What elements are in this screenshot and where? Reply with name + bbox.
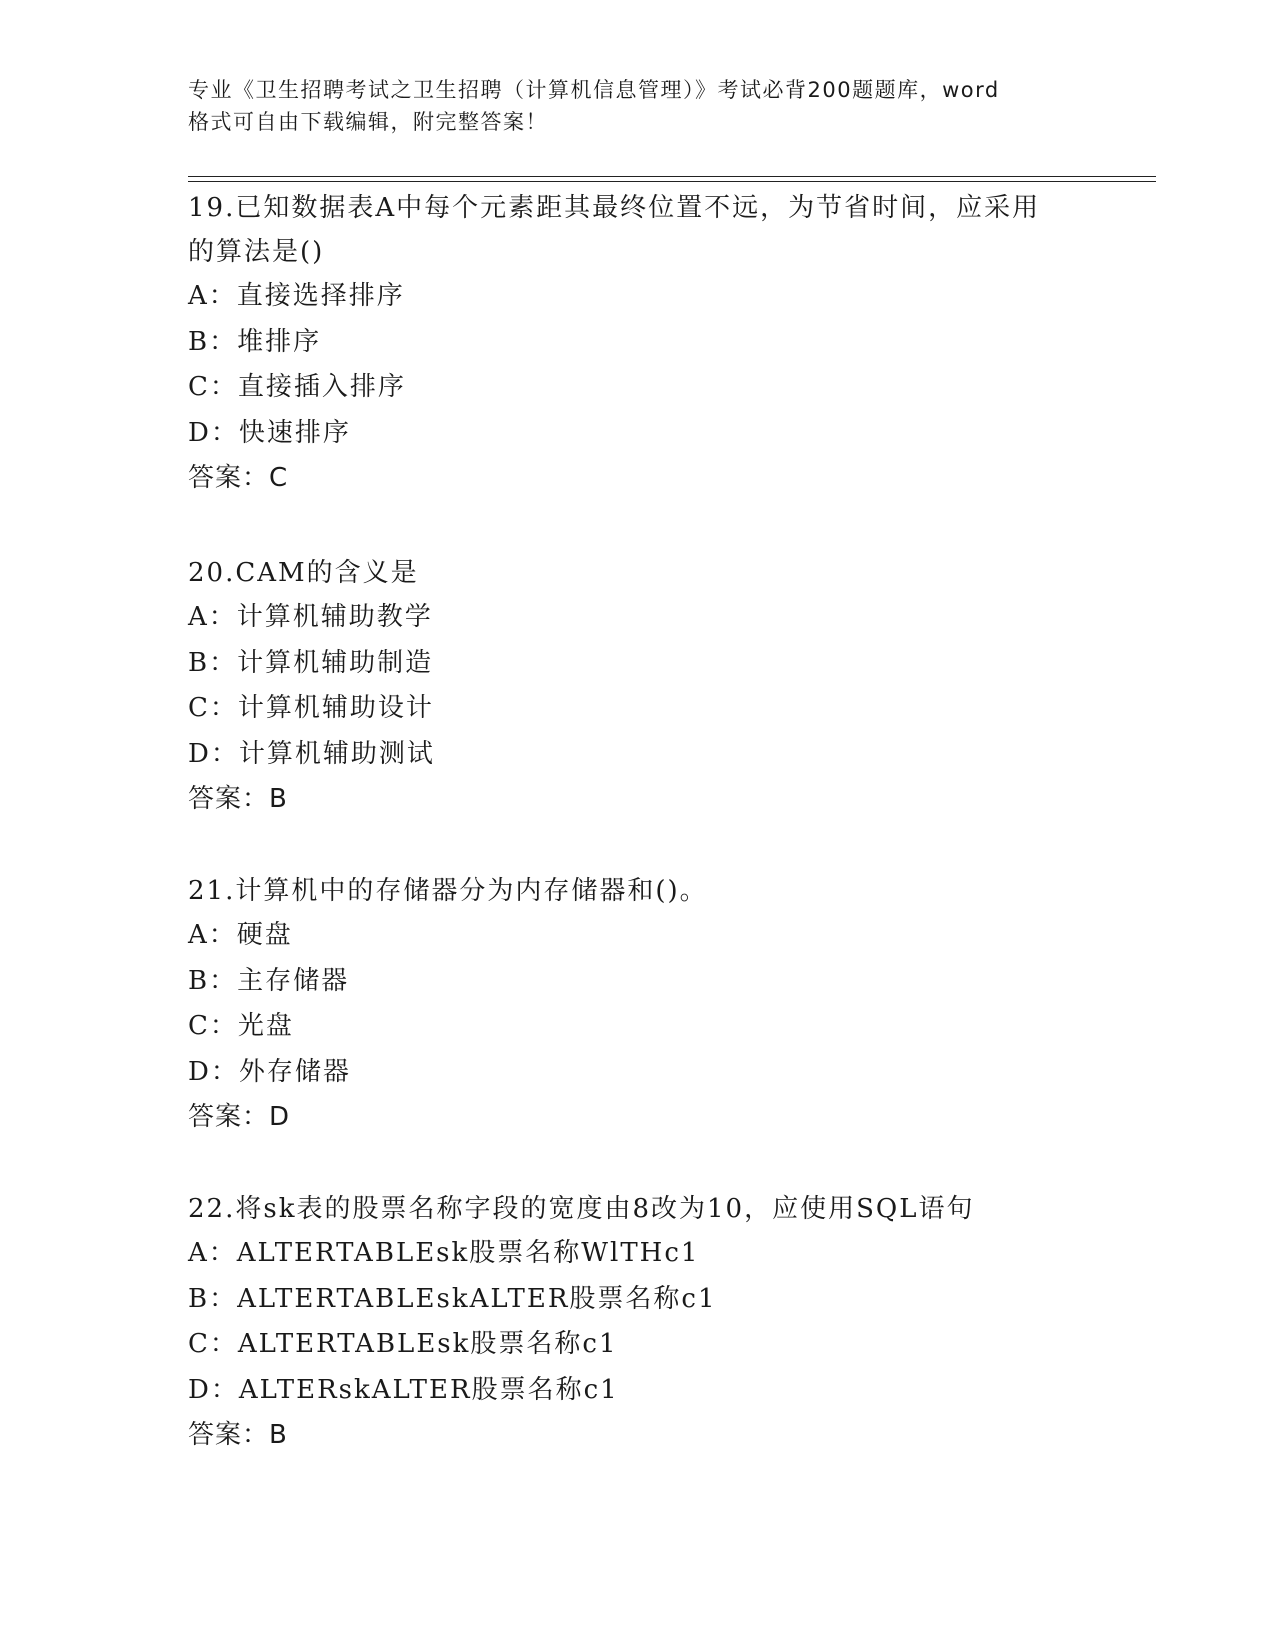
option-b: B：ALTERTABLEskALTER股票名称c1: [188, 1283, 717, 1314]
option-c: C：ALTERTABLEsk股票名称c1: [188, 1329, 618, 1359]
header-line-2: 格式可自由下载编辑，附完整答案！: [188, 110, 548, 134]
answer-line: 答案：C: [188, 463, 289, 493]
answer-line: 答案：D: [188, 1102, 291, 1132]
option-c: C：计算机辅助设计: [188, 693, 434, 723]
question-stem-continued: 的算法是(): [188, 237, 325, 267]
question-stem: 20.CAM的含义是: [188, 558, 419, 588]
option-b: B：主存储器: [188, 965, 350, 996]
question-19: [188, 186, 1088, 501]
option-d: D：ALTERskALTER股票名称c1: [188, 1374, 619, 1405]
question-stem: 19.已知数据表A中每个元素距其最终位置不远，为节省时间，应采用: [188, 193, 1041, 223]
option-d: D：快速排序: [188, 417, 351, 448]
question-22: [188, 1187, 1088, 1458]
option-b: B：堆排序: [188, 326, 322, 357]
answer-line: 答案：B: [188, 784, 288, 814]
option-a: A：直接选择排序: [188, 281, 405, 311]
question-stem: 21.计算机中的存储器分为内存储器和()。: [188, 876, 708, 906]
answer-line: 答案：B: [188, 1420, 288, 1450]
option-a: A：ALTERTABLEsk股票名称WlTHc1: [188, 1238, 700, 1268]
header-divider-bottom: [188, 181, 1156, 182]
option-c: C：直接插入排序: [188, 372, 406, 402]
header-divider-top: [188, 176, 1156, 177]
option-b: B：计算机辅助制造: [188, 647, 434, 678]
question-stem: 22.将sk表的股票名称字段的宽度由8改为10，应使用SQL语句: [188, 1194, 975, 1224]
document-header: [188, 74, 1088, 138]
option-c: C：光盘: [188, 1011, 294, 1041]
question-20: [188, 551, 1088, 822]
option-a: A：计算机辅助教学: [188, 602, 433, 632]
header-line-1: 专业《卫生招聘考试之卫生招聘（计算机信息管理）》考试必背200题题库，word: [188, 78, 1000, 102]
option-a: A：硬盘: [188, 920, 293, 950]
option-d: D：外存储器: [188, 1056, 351, 1087]
option-d: D：计算机辅助测试: [188, 738, 435, 769]
question-21: [188, 869, 1088, 1140]
